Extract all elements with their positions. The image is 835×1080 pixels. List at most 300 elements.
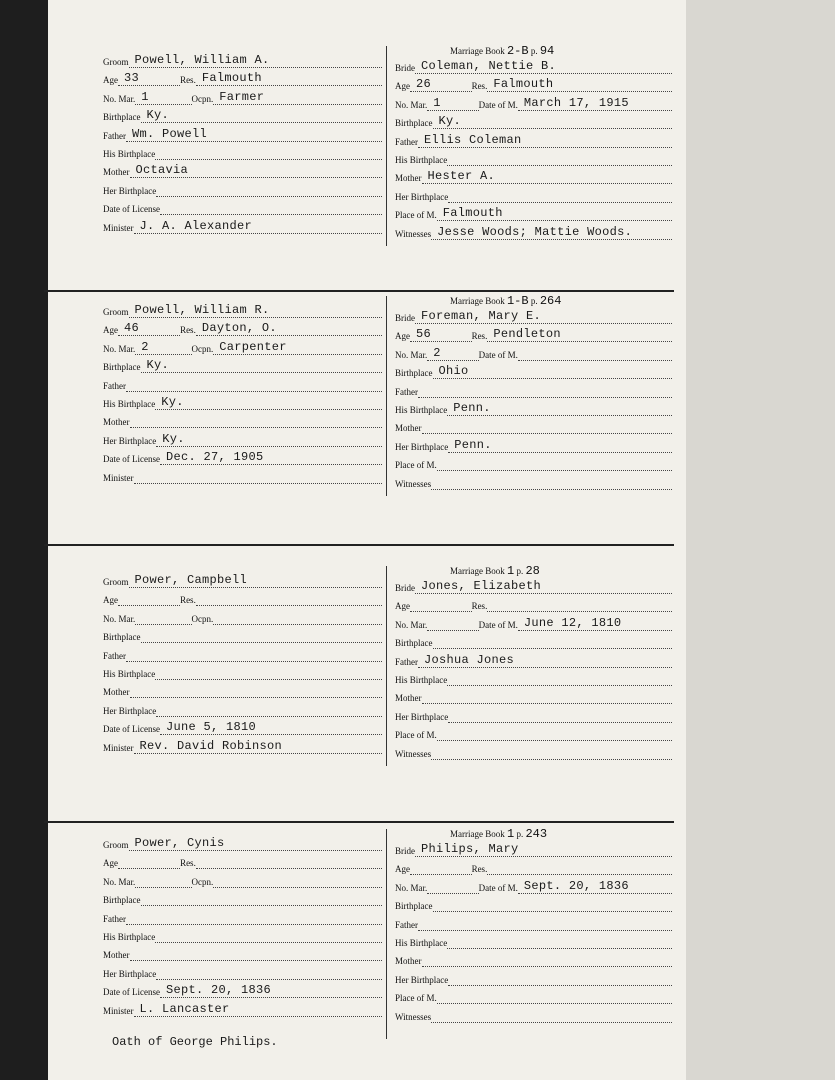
groom-date-of-license-row xyxy=(103,982,382,998)
groom-no-mar-line xyxy=(135,873,191,888)
groom-birthplace-row xyxy=(103,357,382,373)
groom-his-birthplace-value: Ky. xyxy=(161,395,184,409)
bride-birthplace-line xyxy=(433,114,673,129)
page-label: p. xyxy=(528,46,540,56)
bride-father-value: Joshua Jones xyxy=(424,652,515,667)
bride-name-value: Philips, Mary xyxy=(421,842,519,856)
groom-age-line xyxy=(118,854,180,869)
page-value: 264 xyxy=(539,294,562,308)
groom-name-line xyxy=(129,836,383,851)
bride-mother-label: Mother xyxy=(395,173,422,184)
groom-mother-label: Mother xyxy=(103,950,130,961)
bride-res-label: Res. xyxy=(471,601,488,612)
bride-birthplace-label: Birthplace xyxy=(395,638,433,649)
groom-her-birthplace-label: Her Birthplace xyxy=(103,435,157,446)
groom-birthplace-label: Birthplace xyxy=(103,112,141,123)
bride-her-birthplace-line xyxy=(448,971,672,986)
groom-date-of-license-value: Sept. 20, 1836 xyxy=(165,983,272,998)
bride-age-label: Age xyxy=(395,601,410,612)
groom-name-label: Groom xyxy=(103,840,129,850)
groom-no-mar-line xyxy=(135,340,191,355)
groom-date-of-license-label: Date of License xyxy=(103,204,160,215)
groom-father-row xyxy=(103,909,382,925)
bride-date-of-m-line xyxy=(518,346,672,361)
groom-father-label: Father xyxy=(103,913,126,924)
bride-place-of-m-line xyxy=(437,726,672,741)
bride-birthplace-line xyxy=(433,364,673,379)
bride-no-mar-line xyxy=(427,616,478,631)
groom-birthplace-label: Birthplace xyxy=(103,362,141,373)
groom-name-row xyxy=(103,302,382,318)
groom-his-birthplace-row xyxy=(103,664,382,680)
bride-name-label: Bride xyxy=(395,313,415,323)
groom-minister-label: Minister xyxy=(103,742,134,753)
bride-place-of-m-line xyxy=(437,206,672,221)
bride-no-mar-line xyxy=(427,346,478,361)
bride-name-label: Bride xyxy=(395,583,415,593)
column-divider xyxy=(386,566,387,766)
groom-name-value: Power, Cynis xyxy=(134,836,225,850)
groom-birthplace-label: Birthplace xyxy=(103,895,141,906)
marriage-book-value: 2-B xyxy=(506,44,529,58)
bride-his-birthplace-label: His Birthplace xyxy=(395,675,448,685)
bride-her-birthplace-label: Her Birthplace xyxy=(395,711,449,722)
bride-age-label: Age xyxy=(395,331,410,342)
groom-ocpn-label: Ocpn. xyxy=(191,613,214,624)
bride-her-birthplace-row xyxy=(395,437,672,453)
groom-no-mar-row xyxy=(103,89,382,105)
groom-minister-label: Minister xyxy=(103,222,134,233)
groom-ocpn-label: Ocpn. xyxy=(191,93,214,104)
bride-her-birthplace-label: Her Birthplace xyxy=(395,974,449,985)
bride-date-of-m-label: Date of M. xyxy=(478,882,518,893)
bride-birthplace-row xyxy=(395,896,672,912)
bride-witnesses-row xyxy=(395,744,672,760)
bride-res-line xyxy=(487,860,672,875)
groom-his-birthplace-line xyxy=(155,665,382,680)
groom-minister-label: Minister xyxy=(103,1005,134,1016)
bride-her-birthplace-value: Penn. xyxy=(454,437,492,452)
bride-witnesses-line xyxy=(431,745,672,760)
groom-her-birthplace-label: Her Birthplace xyxy=(103,705,157,716)
groom-name-value: Powell, William A. xyxy=(134,53,270,67)
groom-ocpn-label: Ocpn. xyxy=(191,876,214,887)
marriage-book-value: 1-B xyxy=(506,294,529,308)
bride-mother-row xyxy=(395,688,672,704)
bride-mother-row xyxy=(395,951,672,967)
groom-no-mar-label: No. Mar. xyxy=(103,876,136,887)
bride-father-value: Ellis Coleman xyxy=(424,132,522,147)
page-label: p. xyxy=(514,566,526,576)
groom-minister-row xyxy=(103,738,382,754)
bride-father-line xyxy=(418,653,672,668)
bride-mother-value: Hester A. xyxy=(427,169,496,184)
groom-birthplace-row xyxy=(103,627,382,643)
bride-name-line xyxy=(415,579,672,594)
bride-res-label: Res. xyxy=(471,864,488,875)
bride-no-mar-label: No. Mar. xyxy=(395,349,428,360)
groom-his-birthplace-line xyxy=(155,928,382,943)
groom-mother-line xyxy=(130,946,383,961)
groom-father-line xyxy=(126,647,382,662)
groom-res-label: Res. xyxy=(180,325,196,336)
bride-place-of-m-label: Place of M. xyxy=(395,993,437,1004)
bride-his-birthplace-line xyxy=(447,401,672,416)
groom-birthplace-line xyxy=(141,628,383,643)
section-divider xyxy=(44,544,674,546)
groom-no-mar-value: 2 xyxy=(141,339,149,354)
groom-ocpn-line xyxy=(213,873,382,888)
groom-birthplace-row xyxy=(103,890,382,906)
groom-no-mar-label: No. Mar. xyxy=(103,343,136,354)
bride-no-mar-row xyxy=(395,878,672,894)
bride-place-of-m-row xyxy=(395,725,672,741)
marriage-book-header xyxy=(450,564,540,578)
bride-age-row xyxy=(395,859,672,875)
page-value: 94 xyxy=(539,44,555,58)
groom-age-value: 46 xyxy=(124,321,140,336)
bride-birthplace-row xyxy=(395,363,672,379)
bride-mother-label: Mother xyxy=(395,423,422,434)
groom-date-of-license-line xyxy=(160,450,382,465)
groom-her-birthplace-row xyxy=(103,964,382,980)
bride-father-row xyxy=(395,382,672,398)
bride-birthplace-label: Birthplace xyxy=(395,901,433,912)
groom-no-mar-value: 1 xyxy=(141,89,149,104)
groom-date-of-license-label: Date of License xyxy=(103,724,160,735)
bride-name-value: Coleman, Nettie B. xyxy=(421,59,557,73)
bride-place-of-m-label: Place of M. xyxy=(395,730,437,741)
groom-father-row xyxy=(103,646,382,662)
groom-ocpn-line xyxy=(213,340,382,355)
groom-name-line xyxy=(129,53,383,68)
bride-his-birthplace-line xyxy=(447,151,672,166)
groom-mother-row xyxy=(103,162,382,178)
groom-ocpn-value: Carpenter xyxy=(219,339,287,354)
bride-his-birthplace-label: His Birthplace xyxy=(395,938,448,948)
bride-birthplace-row xyxy=(395,633,672,649)
groom-age-label: Age xyxy=(103,595,118,606)
groom-mother-line xyxy=(130,413,383,428)
bride-no-mar-row xyxy=(395,615,672,631)
groom-name-label: Groom xyxy=(103,307,129,317)
bride-her-birthplace-label: Her Birthplace xyxy=(395,441,449,452)
groom-mother-label: Mother xyxy=(103,687,130,698)
groom-father-line xyxy=(126,127,382,142)
groom-res-value: Dayton, O. xyxy=(201,321,277,336)
bride-date-of-m-label: Date of M. xyxy=(478,99,518,110)
bride-name-value: Foreman, Mary E. xyxy=(421,309,542,323)
bride-res-value: Pendleton xyxy=(493,327,561,342)
groom-mother-line xyxy=(130,683,383,698)
bride-age-label: Age xyxy=(395,81,410,92)
marriage-book-label: Marriage Book xyxy=(450,566,507,576)
groom-res-line xyxy=(196,321,382,336)
bride-place-of-m-line xyxy=(437,989,672,1004)
bride-mother-line xyxy=(422,419,673,434)
groom-her-birthplace-row xyxy=(103,181,382,197)
groom-res-line xyxy=(196,71,382,86)
groom-name-label: Groom xyxy=(103,57,129,67)
bride-her-birthplace-row xyxy=(395,187,672,203)
groom-age-value: 33 xyxy=(124,71,140,86)
groom-birthplace-line xyxy=(141,108,383,123)
bride-date-of-m-line xyxy=(518,96,672,111)
bride-age-row xyxy=(395,596,672,612)
bride-place-of-m-row xyxy=(395,455,672,471)
groom-minister-line xyxy=(134,469,383,484)
bride-age-line xyxy=(410,327,472,342)
bride-date-of-m-label: Date of M. xyxy=(478,349,518,360)
bride-his-birthplace-row xyxy=(395,150,672,166)
bride-witnesses-row xyxy=(395,224,672,240)
groom-her-birthplace-line xyxy=(156,965,382,980)
groom-her-birthplace-row xyxy=(103,431,382,447)
bride-place-of-m-value: Falmouth xyxy=(442,206,503,221)
groom-mother-label: Mother xyxy=(103,167,130,178)
bride-age-value: 26 xyxy=(416,77,432,92)
bride-his-birthplace-line xyxy=(447,934,672,949)
bride-his-birthplace-label: His Birthplace xyxy=(395,405,448,415)
groom-no-mar-label: No. Mar. xyxy=(103,613,136,624)
page-label: p. xyxy=(528,296,540,306)
groom-birthplace-value: Ky. xyxy=(146,108,170,123)
groom-father-value: Wm. Powell xyxy=(132,126,208,141)
bride-her-birthplace-row xyxy=(395,707,672,723)
column-divider xyxy=(386,296,387,496)
section-divider xyxy=(44,290,674,292)
marriage-book-label: Marriage Book xyxy=(450,296,507,306)
bride-father-line xyxy=(418,133,672,148)
groom-name-row xyxy=(103,572,382,588)
bride-witnesses-line xyxy=(431,225,672,240)
bride-father-row xyxy=(395,915,672,931)
bride-her-birthplace-line xyxy=(448,438,672,453)
bride-witnesses-row xyxy=(395,1007,672,1023)
bride-father-line xyxy=(418,916,672,931)
groom-her-birthplace-line xyxy=(156,432,382,447)
bride-date-of-m-line xyxy=(518,879,672,894)
bride-his-birthplace-line xyxy=(447,671,672,686)
bride-name-row xyxy=(395,578,672,594)
groom-minister-row xyxy=(103,218,382,234)
bride-name-line xyxy=(415,309,672,324)
bride-age-row xyxy=(395,76,672,92)
groom-mother-row xyxy=(103,682,382,698)
groom-date-of-license-line xyxy=(160,200,382,215)
groom-name-label: Groom xyxy=(103,577,129,587)
groom-his-birthplace-row xyxy=(103,927,382,943)
groom-minister-line xyxy=(134,739,383,754)
groom-birthplace-line xyxy=(141,358,383,373)
bride-age-line xyxy=(410,77,472,92)
bride-date-of-m-label: Date of M. xyxy=(478,619,518,630)
groom-birthplace-value: Ky. xyxy=(146,358,170,373)
groom-age-row xyxy=(103,590,382,606)
bride-age-line xyxy=(410,860,472,875)
bride-name-label: Bride xyxy=(395,63,415,73)
marriage-book-label: Marriage Book xyxy=(450,46,507,56)
marriage-book-header xyxy=(450,44,554,58)
section-divider xyxy=(44,821,674,823)
bride-no-mar-value: 1 xyxy=(433,95,441,110)
groom-his-birthplace-line xyxy=(155,395,382,410)
bride-father-label: Father xyxy=(395,136,418,147)
bride-birthplace-value: Ohio xyxy=(438,364,469,379)
bride-witnesses-label: Witnesses xyxy=(395,748,432,759)
groom-age-label: Age xyxy=(103,858,118,869)
groom-res-value: Falmouth xyxy=(201,71,262,86)
marriage-book-value: 1 xyxy=(506,827,515,841)
bride-age-line xyxy=(410,597,472,612)
groom-his-birthplace-label: His Birthplace xyxy=(103,932,156,942)
bride-mother-row xyxy=(395,168,672,184)
bride-name-line xyxy=(415,842,672,857)
marriage-book-value: 1 xyxy=(506,564,515,578)
groom-name-row xyxy=(103,835,382,851)
bride-her-birthplace-line xyxy=(448,708,672,723)
bride-name-line xyxy=(415,59,672,74)
groom-father-line xyxy=(126,377,382,392)
bride-no-mar-label: No. Mar. xyxy=(395,99,428,110)
groom-date-of-license-label: Date of License xyxy=(103,454,160,465)
groom-birthplace-label: Birthplace xyxy=(103,632,141,643)
groom-father-label: Father xyxy=(103,130,126,141)
groom-age-label: Age xyxy=(103,75,118,86)
page-label: p. xyxy=(514,829,526,839)
bride-her-birthplace-row xyxy=(395,970,672,986)
bride-mother-row xyxy=(395,418,672,434)
groom-date-of-license-row xyxy=(103,719,382,735)
groom-her-birthplace-line xyxy=(156,182,382,197)
groom-his-birthplace-label: His Birthplace xyxy=(103,399,156,409)
groom-his-birthplace-row xyxy=(103,144,382,160)
groom-name-line xyxy=(129,573,383,588)
groom-date-of-license-line xyxy=(160,983,382,998)
bride-witnesses-label: Witnesses xyxy=(395,228,432,239)
bride-name-label: Bride xyxy=(395,846,415,856)
marriage-book-header xyxy=(450,827,547,841)
marriage-book-label: Marriage Book xyxy=(450,829,507,839)
groom-no-mar-row xyxy=(103,872,382,888)
groom-age-row xyxy=(103,70,382,86)
groom-minister-line xyxy=(134,219,383,234)
bride-date-of-m-value: March 17, 1915 xyxy=(523,95,629,110)
groom-minister-label: Minister xyxy=(103,472,134,483)
bride-res-label: Res. xyxy=(471,81,488,92)
bride-his-birthplace-value: Penn. xyxy=(453,401,491,415)
groom-name-value: Power, Campbell xyxy=(134,573,248,587)
groom-father-label: Father xyxy=(103,380,126,391)
bride-name-row xyxy=(395,58,672,74)
bride-his-birthplace-row xyxy=(395,400,672,416)
groom-res-line xyxy=(196,591,382,606)
groom-ocpn-value: Farmer xyxy=(219,89,265,104)
groom-res-label: Res. xyxy=(180,75,196,86)
bride-date-of-m-line xyxy=(518,616,672,631)
bride-age-row xyxy=(395,326,672,342)
column-divider xyxy=(386,829,387,1039)
bride-res-label: Res. xyxy=(471,331,488,342)
groom-minister-value: J. A. Alexander xyxy=(139,218,253,233)
bride-her-birthplace-line xyxy=(448,188,672,203)
bride-father-label: Father xyxy=(395,656,418,667)
bride-name-row xyxy=(395,841,672,857)
groom-no-mar-row xyxy=(103,609,382,625)
bride-father-label: Father xyxy=(395,919,418,930)
groom-date-of-license-line xyxy=(160,720,382,735)
groom-mother-label: Mother xyxy=(103,417,130,428)
bride-birthplace-line xyxy=(433,634,673,649)
groom-his-birthplace-label: His Birthplace xyxy=(103,149,156,159)
groom-date-of-license-row xyxy=(103,449,382,465)
bride-father-label: Father xyxy=(395,386,418,397)
bride-place-of-m-row xyxy=(395,988,672,1004)
bride-place-of-m-row xyxy=(395,205,672,221)
bride-father-line xyxy=(418,383,672,398)
groom-mother-row xyxy=(103,945,382,961)
record-note: Oath of George Philips. xyxy=(112,1035,278,1049)
bride-mother-line xyxy=(422,689,673,704)
bride-witnesses-line xyxy=(431,475,672,490)
groom-no-mar-label: No. Mar. xyxy=(103,93,136,104)
groom-father-row xyxy=(103,126,382,142)
groom-res-line xyxy=(196,854,382,869)
bride-no-mar-row xyxy=(395,345,672,361)
bride-his-birthplace-row xyxy=(395,933,672,949)
groom-minister-row xyxy=(103,1001,382,1017)
bride-witnesses-label: Witnesses xyxy=(395,478,432,489)
groom-her-birthplace-row xyxy=(103,701,382,717)
groom-minister-value: L. Lancaster xyxy=(139,1001,230,1016)
bride-no-mar-label: No. Mar. xyxy=(395,619,428,630)
bride-birthplace-line xyxy=(433,897,673,912)
groom-mother-row xyxy=(103,412,382,428)
bride-age-label: Age xyxy=(395,864,410,875)
bride-res-value: Falmouth xyxy=(493,77,554,92)
bride-name-value: Jones, Elizabeth xyxy=(421,579,542,593)
groom-age-label: Age xyxy=(103,325,118,336)
bride-birthplace-row xyxy=(395,113,672,129)
groom-res-label: Res. xyxy=(180,595,196,606)
groom-minister-row xyxy=(103,468,382,484)
groom-no-mar-row xyxy=(103,339,382,355)
groom-date-of-license-label: Date of License xyxy=(103,987,160,998)
bride-his-birthplace-row xyxy=(395,670,672,686)
groom-mother-line xyxy=(130,163,383,178)
bride-date-of-m-value: June 12, 1810 xyxy=(523,615,622,630)
groom-age-line xyxy=(118,71,180,86)
bride-place-of-m-line xyxy=(437,456,672,471)
bride-place-of-m-label: Place of M. xyxy=(395,210,437,221)
marriage-book-header xyxy=(450,294,561,308)
groom-birthplace-row xyxy=(103,107,382,123)
scan-edge xyxy=(686,0,835,1080)
bride-his-birthplace-label: His Birthplace xyxy=(395,155,448,165)
groom-age-row xyxy=(103,853,382,869)
groom-ocpn-line xyxy=(213,610,382,625)
bride-witnesses-row xyxy=(395,474,672,490)
bride-date-of-m-value: Sept. 20, 1836 xyxy=(523,878,629,893)
groom-birthplace-line xyxy=(141,891,383,906)
groom-res-label: Res. xyxy=(180,858,196,869)
bride-mother-line xyxy=(422,169,673,184)
groom-name-line xyxy=(129,303,383,318)
bride-no-mar-line xyxy=(427,96,478,111)
groom-minister-value: Rev. David Robinson xyxy=(139,738,283,753)
bride-name-row xyxy=(395,308,672,324)
groom-her-birthplace-label: Her Birthplace xyxy=(103,185,157,196)
